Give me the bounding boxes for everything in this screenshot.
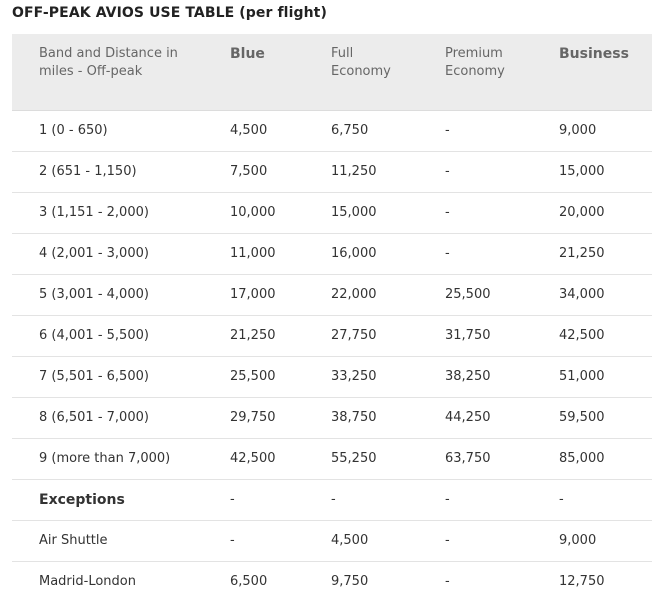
premium-economy-cell: 38,250 bbox=[445, 369, 491, 384]
full-economy-cell: 55,250 bbox=[331, 451, 377, 466]
table-row bbox=[12, 234, 652, 275]
exceptions-label: Exceptions bbox=[39, 492, 125, 508]
blue-cell: - bbox=[230, 533, 235, 548]
table-row bbox=[12, 152, 652, 193]
table-row bbox=[12, 398, 652, 439]
table-row bbox=[12, 357, 652, 398]
business-cell: 59,500 bbox=[559, 410, 605, 425]
band-cell: Madrid-London bbox=[39, 574, 136, 589]
avios-table bbox=[12, 34, 652, 603]
premium-economy-cell: - bbox=[445, 123, 450, 138]
business-cell: 9,000 bbox=[559, 533, 597, 548]
header-business: Business bbox=[559, 46, 629, 62]
premium-economy-cell: - bbox=[445, 533, 450, 548]
full-economy-cell: 33,250 bbox=[331, 369, 377, 384]
band-cell: Air Shuttle bbox=[39, 533, 108, 548]
blue-cell: 4,500 bbox=[230, 123, 268, 138]
blue-cell: 25,500 bbox=[230, 369, 276, 384]
business-cell: 34,000 bbox=[559, 287, 605, 302]
business-cell: 12,750 bbox=[559, 574, 605, 589]
business-cell: 15,000 bbox=[559, 164, 605, 179]
table-row bbox=[12, 111, 652, 152]
table-row bbox=[12, 521, 652, 562]
full-economy-cell: 22,000 bbox=[331, 287, 377, 302]
premium-economy-cell: 44,250 bbox=[445, 410, 491, 425]
blue-cell: 7,500 bbox=[230, 164, 268, 179]
table-row bbox=[12, 439, 652, 480]
band-cell: 9 (more than 7,000) bbox=[39, 451, 171, 466]
table-row bbox=[12, 562, 652, 603]
full-economy-cell: 27,750 bbox=[331, 328, 377, 343]
blue-cell: 29,750 bbox=[230, 410, 276, 425]
band-cell: 6 (4,001 - 5,500) bbox=[39, 328, 149, 343]
band-cell: 1 (0 - 650) bbox=[39, 123, 108, 138]
premium-economy-cell: - bbox=[445, 574, 450, 589]
full-economy-cell: 16,000 bbox=[331, 246, 377, 261]
full-economy-cell: 9,750 bbox=[331, 574, 369, 589]
blue-cell: 10,000 bbox=[230, 205, 276, 220]
business-cell: 21,250 bbox=[559, 246, 605, 261]
premium-economy-cell: - bbox=[445, 246, 450, 261]
header-premium-economy: Premium Economy bbox=[445, 46, 505, 79]
band-cell: 3 (1,151 - 2,000) bbox=[39, 205, 149, 220]
premium-economy-cell: 25,500 bbox=[445, 287, 491, 302]
table-row bbox=[12, 275, 652, 316]
blue-cell: 21,250 bbox=[230, 328, 276, 343]
table-row bbox=[12, 316, 652, 357]
premium-economy-cell: 63,750 bbox=[445, 451, 491, 466]
full-economy-cell: 11,250 bbox=[331, 164, 377, 179]
premium-economy-cell: - bbox=[445, 164, 450, 179]
business-cell: 85,000 bbox=[559, 451, 605, 466]
business-cell: 20,000 bbox=[559, 205, 605, 220]
business-cell: 42,500 bbox=[559, 328, 605, 343]
band-cell: 2 (651 - 1,150) bbox=[39, 164, 137, 179]
full-economy-cell: 15,000 bbox=[331, 205, 377, 220]
table-header-row bbox=[12, 34, 652, 111]
header-blue: Blue bbox=[230, 46, 265, 62]
full-economy-cell: 38,750 bbox=[331, 410, 377, 425]
band-cell: 5 (3,001 - 4,000) bbox=[39, 287, 149, 302]
business-cell: 9,000 bbox=[559, 123, 597, 138]
band-cell: 8 (6,501 - 7,000) bbox=[39, 410, 149, 425]
band-cell: 7 (5,501 - 6,500) bbox=[39, 369, 149, 384]
full-economy-cell: 6,750 bbox=[331, 123, 369, 138]
blue-cell: - bbox=[230, 492, 235, 507]
business-cell: - bbox=[559, 492, 564, 507]
full-economy-cell: 4,500 bbox=[331, 533, 369, 548]
table-row-exceptions bbox=[12, 480, 652, 521]
header-band-distance: Band and Distance in miles - Off-peak bbox=[39, 46, 178, 79]
business-cell: 51,000 bbox=[559, 369, 605, 384]
table-row bbox=[12, 193, 652, 234]
table-title: OFF-PEAK AVIOS USE TABLE (per flight) bbox=[12, 5, 327, 21]
full-economy-cell: - bbox=[331, 492, 336, 507]
blue-cell: 11,000 bbox=[230, 246, 276, 261]
blue-cell: 42,500 bbox=[230, 451, 276, 466]
premium-economy-cell: - bbox=[445, 205, 450, 220]
premium-economy-cell: 31,750 bbox=[445, 328, 491, 343]
blue-cell: 6,500 bbox=[230, 574, 268, 589]
premium-economy-cell: - bbox=[445, 492, 450, 507]
header-full-economy: Full Economy bbox=[331, 46, 391, 79]
blue-cell: 17,000 bbox=[230, 287, 276, 302]
band-cell: 4 (2,001 - 3,000) bbox=[39, 246, 149, 261]
